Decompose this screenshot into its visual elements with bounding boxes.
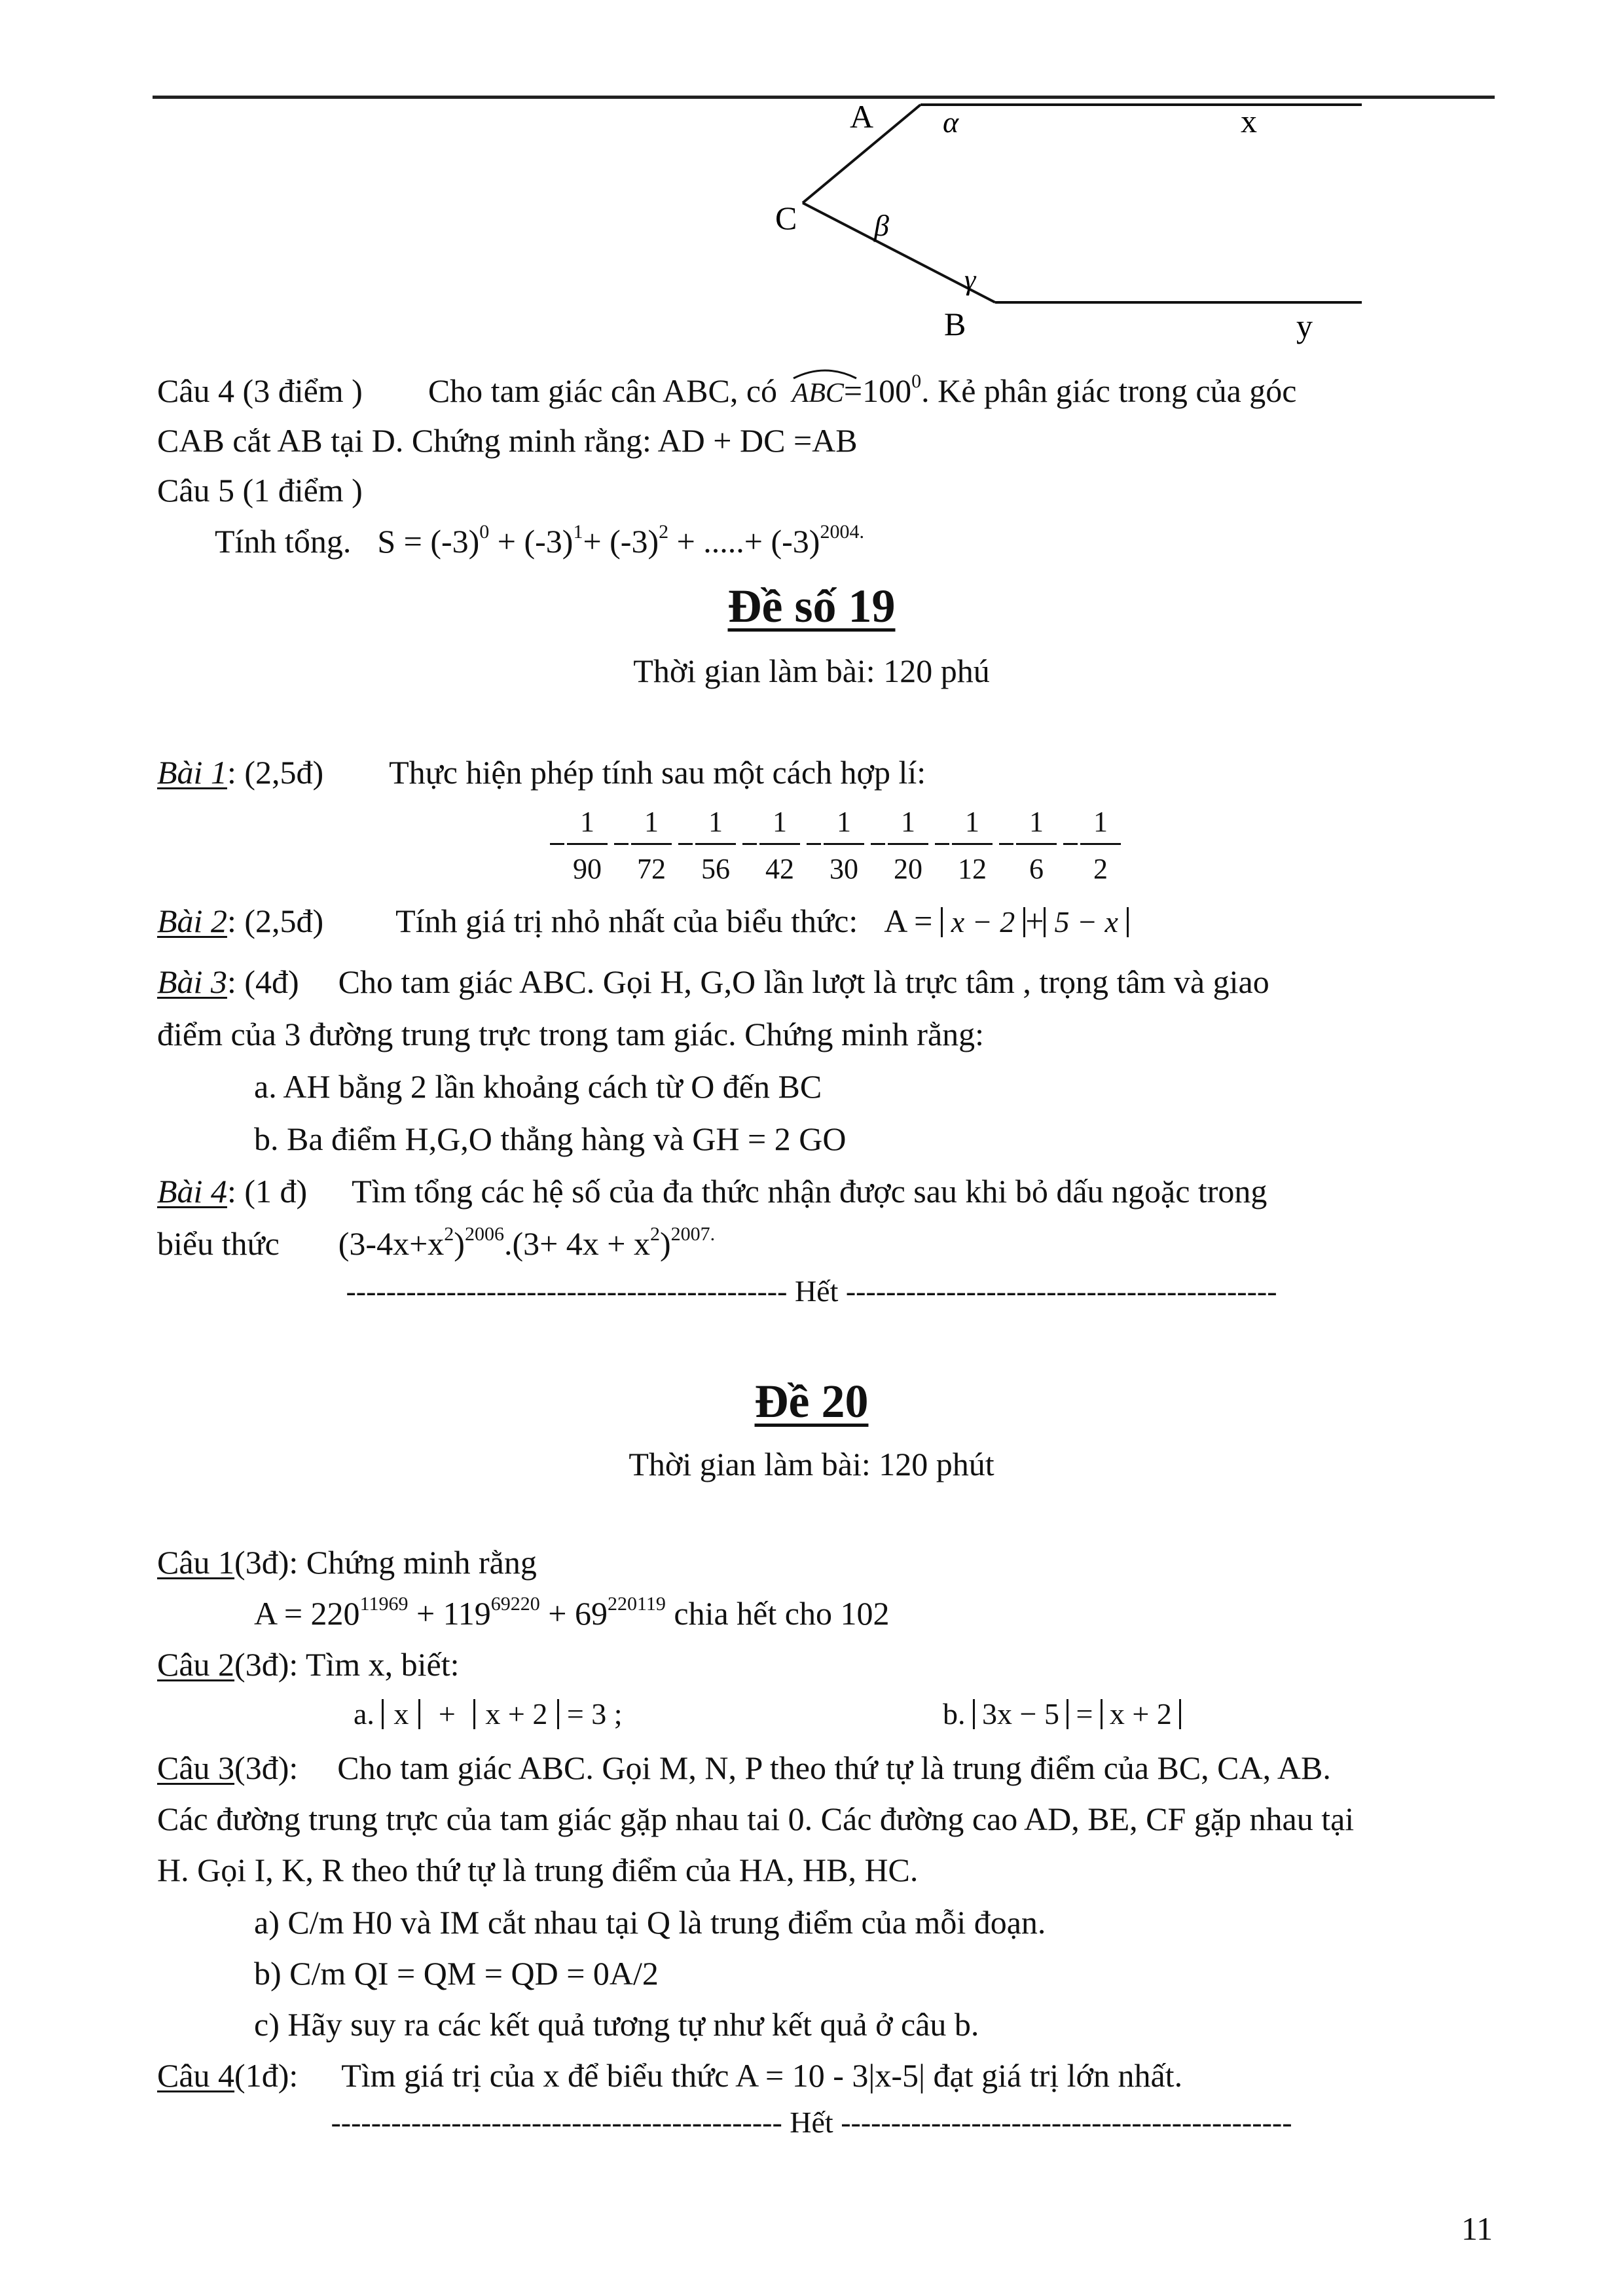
- fraction-numerator: 1: [837, 806, 851, 838]
- bai3-points: : (4đ): [227, 963, 299, 1000]
- fraction-minus: [871, 843, 885, 845]
- cau5-exp0: 0: [479, 521, 490, 543]
- bai2-abs1: x − 2: [941, 907, 1025, 937]
- cau3-line3: H. Gọi I, K, R theo thứ tự là trung điểm của HA, HB, HC.: [157, 1852, 919, 1888]
- de19-title: Đề số 19: [727, 580, 896, 632]
- cau5-term3: + .....+ (-3): [668, 523, 820, 560]
- fraction-denominator: 90: [573, 853, 602, 885]
- bai3-b: b. Ba điểm H,G,O thẳng hàng và GH = 2 GO: [254, 1121, 847, 1157]
- fraction-bar: [824, 843, 864, 845]
- fraction-bar: [952, 843, 993, 845]
- de19-bai4: [157, 1175, 1267, 1208]
- bai4-expr2-close: ): [659, 1225, 671, 1262]
- bai3-text: Cho tam giác ABC. Gọi H, G,O lần lượt là trực tâm , trọng tâm và giao: [338, 963, 1269, 1000]
- fraction-minus: [742, 843, 757, 845]
- bai1-points: : (2,5đ): [227, 754, 324, 791]
- cau1-expr: [254, 1593, 890, 1632]
- de20-cau2: [157, 1648, 460, 1681]
- de19-time: Thời gian làm bài: 120 phú: [633, 653, 990, 689]
- bai4-text: Tìm tổng các hệ số của đa thức nhận được sau khi bỏ dấu ngoặc trong: [352, 1173, 1267, 1210]
- fraction-row: [550, 805, 1126, 897]
- bai2-abs2: 5 − x: [1044, 907, 1128, 937]
- geometry-figure: [753, 92, 1408, 353]
- cau5-lead: Câu 5 (1 điểm ): [157, 472, 363, 509]
- bai4-points: : (1 đ): [227, 1173, 308, 1210]
- bai4-label: Bài 4: [157, 1173, 227, 1210]
- fraction-numerator: 1: [965, 806, 979, 838]
- cau2-b-abs2: x + 2: [1101, 1699, 1181, 1729]
- cau1-a4: chia hết cho 102: [665, 1595, 890, 1632]
- fraction-denominator: 2: [1093, 853, 1108, 885]
- fraction-bar: [759, 843, 800, 845]
- bai1-text: Thực hiện phép tính sau một cách hợp lí:: [389, 754, 926, 791]
- cau4-20-text: Tìm giá trị của x để biểu thức A = 10 - 3|x-5| đạt giá trị lớn nhất.: [341, 2057, 1183, 2094]
- label-a: A: [850, 98, 874, 135]
- cau2-b: [943, 1699, 1181, 1729]
- cau4-text3: . Kẻ phân giác trong của góc: [921, 372, 1297, 409]
- cau1-points: (3đ): Chứng minh rằng: [234, 1544, 537, 1581]
- cau1-p3: 220119: [608, 1593, 666, 1615]
- cau3-b: b) C/m QI = QM = QD = 0A/2: [254, 1955, 659, 1992]
- cau4-lead: Câu 4 (3 điểm ): [157, 372, 363, 409]
- page-number: 11: [1461, 2210, 1493, 2247]
- cau5-term1: + (-3): [489, 523, 574, 560]
- fraction-bar: [567, 843, 608, 845]
- de20-cau1: [157, 1546, 537, 1579]
- cau3-points: (3đ):: [234, 1749, 299, 1786]
- cau4-line2: CAB cắt AB tại D. Chứng minh rằng: AD + DC =AB: [157, 422, 858, 459]
- bai1-label: Bài 1: [157, 754, 227, 791]
- angle-hat: [792, 365, 858, 380]
- bai4-expr1-exp: 2006: [464, 1223, 504, 1245]
- bai2-plus: +: [1025, 903, 1044, 939]
- de20-cau4: [157, 2059, 1182, 2092]
- cau4-20-points: (1đ):: [234, 2057, 299, 2094]
- cau3-a: a) C/m H0 và IM cắt nhau tại Q là trung điểm của mỗi đoạn.: [254, 1904, 1046, 1941]
- bai3-a: a. AH bằng 2 lần khoảng cách từ O đến BC: [254, 1068, 822, 1105]
- cau2-a-plus: +: [438, 1697, 456, 1731]
- fraction-numerator: 1: [1029, 806, 1044, 838]
- cau4-text1: Cho tam giác cân ABC, có: [428, 372, 778, 409]
- fraction-bar: [1080, 843, 1121, 845]
- fraction-bar: [695, 843, 736, 845]
- cau5-term0: S = (-3): [377, 523, 480, 560]
- fraction-numerator: 1: [1093, 806, 1108, 838]
- fraction-denominator: 20: [894, 853, 922, 885]
- fraction-minus: [807, 843, 821, 845]
- bai4-expr2-sq: 2: [649, 1223, 660, 1245]
- cau1-a2: + 119: [408, 1595, 491, 1632]
- cau5-label: Tính tổng.: [215, 523, 352, 560]
- label-y: y: [1296, 308, 1313, 344]
- cau2-a: [354, 1699, 623, 1729]
- label-x: x: [1241, 103, 1257, 139]
- cau1-a1: A = 220: [254, 1595, 360, 1632]
- fraction-numerator: 1: [644, 806, 659, 838]
- fraction-denominator: 30: [830, 853, 858, 885]
- cau4-20-label: Câu 4: [157, 2057, 235, 2094]
- bai2-points: : (2,5đ): [227, 903, 324, 939]
- fraction-minus: [614, 843, 629, 845]
- fraction-bar: [631, 843, 672, 845]
- cau3-line2: Các đường trung trực của tam giác gặp nhau tai 0. Các đường cao AD, BE, CF gặp nhau tại: [157, 1801, 1355, 1837]
- cau5-exp2: 2: [659, 521, 669, 543]
- bai2-label: Bài 2: [157, 903, 227, 939]
- label-beta: β: [874, 209, 889, 242]
- bai4-expr1: (3-4x+x: [338, 1225, 445, 1262]
- cau4-angle: ABC: [792, 380, 844, 407]
- fraction-denominator: 56: [701, 853, 730, 885]
- cau1-p2: 69220: [490, 1593, 540, 1615]
- fraction-denominator: 12: [958, 853, 987, 885]
- cau2-b-label: b.: [943, 1697, 966, 1731]
- cau5-term2: + (-3): [583, 523, 659, 560]
- bai3-label: Bài 3: [157, 963, 227, 1000]
- cau2-a-eq: = 3 ;: [566, 1697, 623, 1731]
- fraction-denominator: 72: [637, 853, 666, 885]
- label-b: B: [944, 306, 966, 342]
- bai3-line2: điểm của 3 đường trung trực trong tam giác. Chứng minh rằng:: [157, 1016, 985, 1052]
- cau2-a-abs2: x + 2: [473, 1699, 559, 1729]
- label-gamma: γ: [964, 264, 976, 296]
- fraction-bar: [888, 843, 928, 845]
- fraction-minus: [678, 843, 693, 845]
- cau1-label: Câu 1: [157, 1544, 235, 1581]
- cau5-exp1: 1: [573, 521, 583, 543]
- cau4-line1: [157, 370, 1297, 409]
- bai4-expr2: .(3+ 4x + x: [503, 1225, 650, 1262]
- cau2-a-abs1: x: [382, 1699, 420, 1729]
- cau1-a3: + 69: [539, 1595, 608, 1632]
- cau2-b-eq: =: [1076, 1697, 1093, 1731]
- de19-bai3: [157, 965, 1269, 998]
- bai4-expr1-sq: 2: [444, 1223, 454, 1245]
- label-alpha: α: [943, 105, 959, 139]
- de19-end: -------------------------------------------- Hết -------------------------------------------: [346, 1274, 1277, 1308]
- fraction-minus: [935, 843, 949, 845]
- cau1-p1: 11969: [359, 1593, 409, 1615]
- cau2-points: (3đ): Tìm x, biết:: [234, 1646, 460, 1683]
- cau2-b-abs1: 3x − 5: [973, 1699, 1068, 1729]
- cau3-text: Cho tam giác ABC. Gọi M, N, P theo thứ tự là trung điểm của BC, CA, AB.: [337, 1749, 1331, 1786]
- fraction-numerator: 1: [708, 806, 723, 838]
- cau4-text2: =100: [843, 372, 912, 409]
- label-c: C: [775, 200, 797, 236]
- bai2-expr-a: A =: [884, 903, 933, 939]
- cau5-exp3: 2004.: [820, 521, 864, 543]
- fraction-minus: [550, 843, 564, 845]
- de20-title: Đề 20: [754, 1375, 869, 1427]
- cau2-a-label: a.: [354, 1697, 374, 1731]
- bai4-expr1-close: ): [454, 1225, 465, 1262]
- bai4-line2-label: biểu thức: [157, 1225, 280, 1262]
- cau4-deg: 0: [911, 370, 922, 392]
- fraction-numerator: 1: [901, 806, 915, 838]
- cau3-label: Câu 3: [157, 1749, 235, 1786]
- fraction-minus: [999, 843, 1013, 845]
- de20-cau3: [157, 1751, 1331, 1784]
- de19-bai2: [157, 905, 1129, 937]
- de20-time: Thời gian làm bài: 120 phút: [629, 1446, 994, 1482]
- bai2-text: Tính giá trị nhỏ nhất của biểu thức:: [395, 903, 858, 939]
- de20-end: --------------------------------------------- Hết ---------------------------------------------: [331, 2106, 1292, 2139]
- fraction-bar: [1016, 843, 1057, 845]
- cau3-c: c) Hãy suy ra các kết quả tương tự như kết quả ở câu b.: [254, 2006, 979, 2043]
- cau2-label: Câu 2: [157, 1646, 235, 1683]
- de19-bai1: [157, 756, 926, 789]
- fraction-numerator: 1: [580, 806, 594, 838]
- fraction-numerator: 1: [773, 806, 787, 838]
- fraction-minus: [1063, 843, 1078, 845]
- fraction-denominator: 42: [765, 853, 794, 885]
- bai4-line2: [157, 1223, 716, 1262]
- cau5-sum: [215, 521, 864, 560]
- fraction-denominator: 6: [1029, 853, 1044, 885]
- bai4-expr2-exp: 2007.: [670, 1223, 716, 1245]
